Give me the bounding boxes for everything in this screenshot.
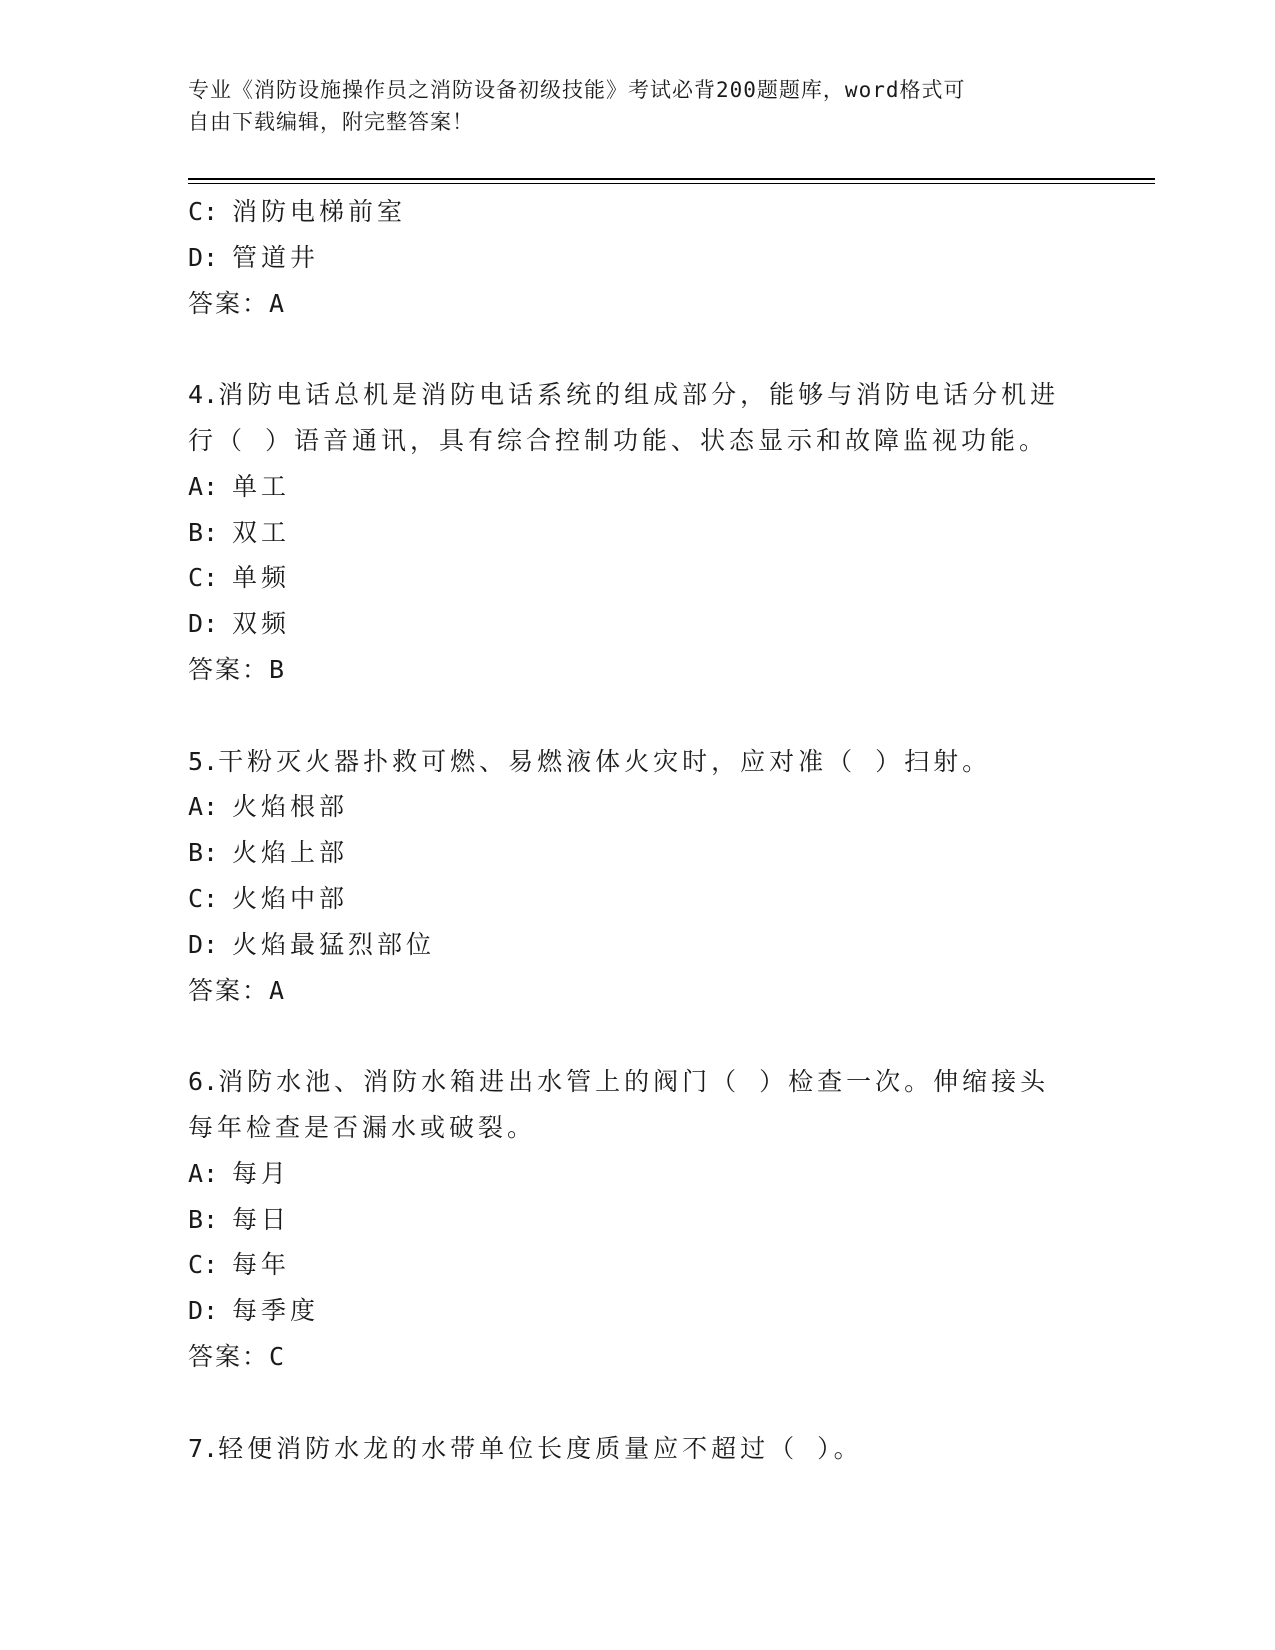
option-key: C: bbox=[188, 563, 219, 593]
spacer bbox=[188, 1380, 1088, 1426]
question-stem-line-1: 消防水池、消防水箱进出水管上的阀门（ ）检查一次。伸缩接头 bbox=[218, 1067, 1050, 1097]
option-text: 火焰最猛烈部位 bbox=[232, 929, 436, 959]
question-6 bbox=[188, 1059, 1088, 1380]
option-text: 管道井 bbox=[232, 242, 320, 272]
option-c bbox=[188, 1242, 1088, 1288]
document-header bbox=[188, 74, 1068, 138]
option-text: 每月 bbox=[232, 1158, 291, 1188]
option-key: C: bbox=[188, 1250, 219, 1280]
option-text: 火焰上部 bbox=[232, 838, 349, 868]
question-number: 7. bbox=[188, 1433, 219, 1463]
answer-value: A bbox=[269, 975, 285, 1005]
option-b bbox=[188, 1197, 1088, 1243]
question-7 bbox=[188, 1426, 1088, 1472]
option-c bbox=[188, 876, 1088, 922]
option-key: C: bbox=[188, 883, 219, 913]
header-rule-thick bbox=[188, 178, 1155, 180]
option-text: 单频 bbox=[232, 563, 291, 593]
option-c bbox=[188, 189, 1088, 235]
option-text: 双频 bbox=[232, 609, 291, 639]
question-number: 4. bbox=[188, 380, 219, 410]
option-d bbox=[188, 922, 1088, 968]
answer-value: C bbox=[269, 1341, 285, 1371]
answer-line bbox=[188, 1334, 1088, 1380]
option-key: A: bbox=[188, 471, 219, 501]
option-key: A: bbox=[188, 792, 219, 822]
option-b bbox=[188, 510, 1088, 556]
question-stem-line-1: 干粉灭火器扑救可燃、易燃液体火灾时，应对准（ ）扫射。 bbox=[218, 746, 992, 776]
question-number: 5. bbox=[188, 746, 219, 776]
spacer bbox=[188, 1013, 1088, 1059]
question-stem bbox=[188, 372, 1088, 418]
option-text: 双工 bbox=[232, 517, 291, 547]
question-stem-line-2: 行（ ）语音通讯，具有综合控制功能、状态显示和故障监视功能。 bbox=[188, 425, 1049, 455]
header-title-line-1: 专业《消防设施操作员之消防设备初级技能》考试必背200题题库，word格式可 bbox=[188, 78, 966, 102]
option-a bbox=[188, 464, 1088, 510]
answer-line bbox=[188, 647, 1088, 693]
question-stem bbox=[188, 739, 1088, 785]
option-key: D: bbox=[188, 929, 219, 959]
spacer bbox=[188, 693, 1088, 739]
question-4 bbox=[188, 372, 1088, 693]
option-key: A: bbox=[188, 1158, 219, 1188]
option-text: 消防电梯前室 bbox=[232, 197, 407, 226]
option-key: D: bbox=[188, 609, 219, 639]
option-d bbox=[188, 1288, 1088, 1334]
option-key: C: bbox=[188, 197, 219, 226]
question-stem bbox=[188, 1059, 1088, 1105]
question-partial bbox=[188, 189, 1088, 326]
option-d bbox=[188, 235, 1088, 281]
option-key: B: bbox=[188, 838, 219, 868]
header-rule-thin bbox=[188, 183, 1155, 184]
option-d bbox=[188, 601, 1088, 647]
question-number: 6. bbox=[188, 1067, 219, 1097]
option-c bbox=[188, 555, 1088, 601]
option-text: 火焰中部 bbox=[232, 883, 349, 913]
answer-value: A bbox=[269, 288, 285, 318]
option-key: B: bbox=[188, 1204, 219, 1234]
option-text: 单工 bbox=[232, 471, 291, 501]
header-title-line-2: 自由下载编辑，附完整答案！ bbox=[188, 110, 474, 134]
answer-line bbox=[188, 281, 1088, 327]
question-stem bbox=[188, 1426, 1088, 1472]
answer-label: 答案： bbox=[188, 1341, 270, 1371]
answer-label: 答案： bbox=[188, 654, 270, 684]
answer-value: B bbox=[269, 654, 285, 684]
option-text: 每日 bbox=[232, 1204, 291, 1234]
answer-line bbox=[188, 968, 1088, 1014]
option-text: 每年 bbox=[232, 1250, 291, 1280]
question-stem-line-1: 消防电话总机是消防电话系统的组成部分，能够与消防电话分机进 bbox=[218, 380, 1060, 410]
answer-label: 答案： bbox=[188, 288, 270, 318]
question-list bbox=[188, 189, 1088, 1471]
option-a bbox=[188, 1151, 1088, 1197]
option-b bbox=[188, 830, 1088, 876]
question-stem-line-1: 轻便消防水龙的水带单位长度质量应不超过（ ）。 bbox=[218, 1433, 863, 1463]
option-a bbox=[188, 784, 1088, 830]
question-5 bbox=[188, 739, 1088, 1014]
answer-label: 答案： bbox=[188, 975, 270, 1005]
option-text: 火焰根部 bbox=[232, 792, 349, 822]
spacer bbox=[188, 326, 1088, 372]
option-key: D: bbox=[188, 242, 219, 272]
option-text: 每季度 bbox=[232, 1296, 320, 1326]
option-key: B: bbox=[188, 517, 219, 547]
question-stem-line-2: 每年检查是否漏水或破裂。 bbox=[188, 1112, 537, 1142]
option-key: D: bbox=[188, 1296, 219, 1326]
